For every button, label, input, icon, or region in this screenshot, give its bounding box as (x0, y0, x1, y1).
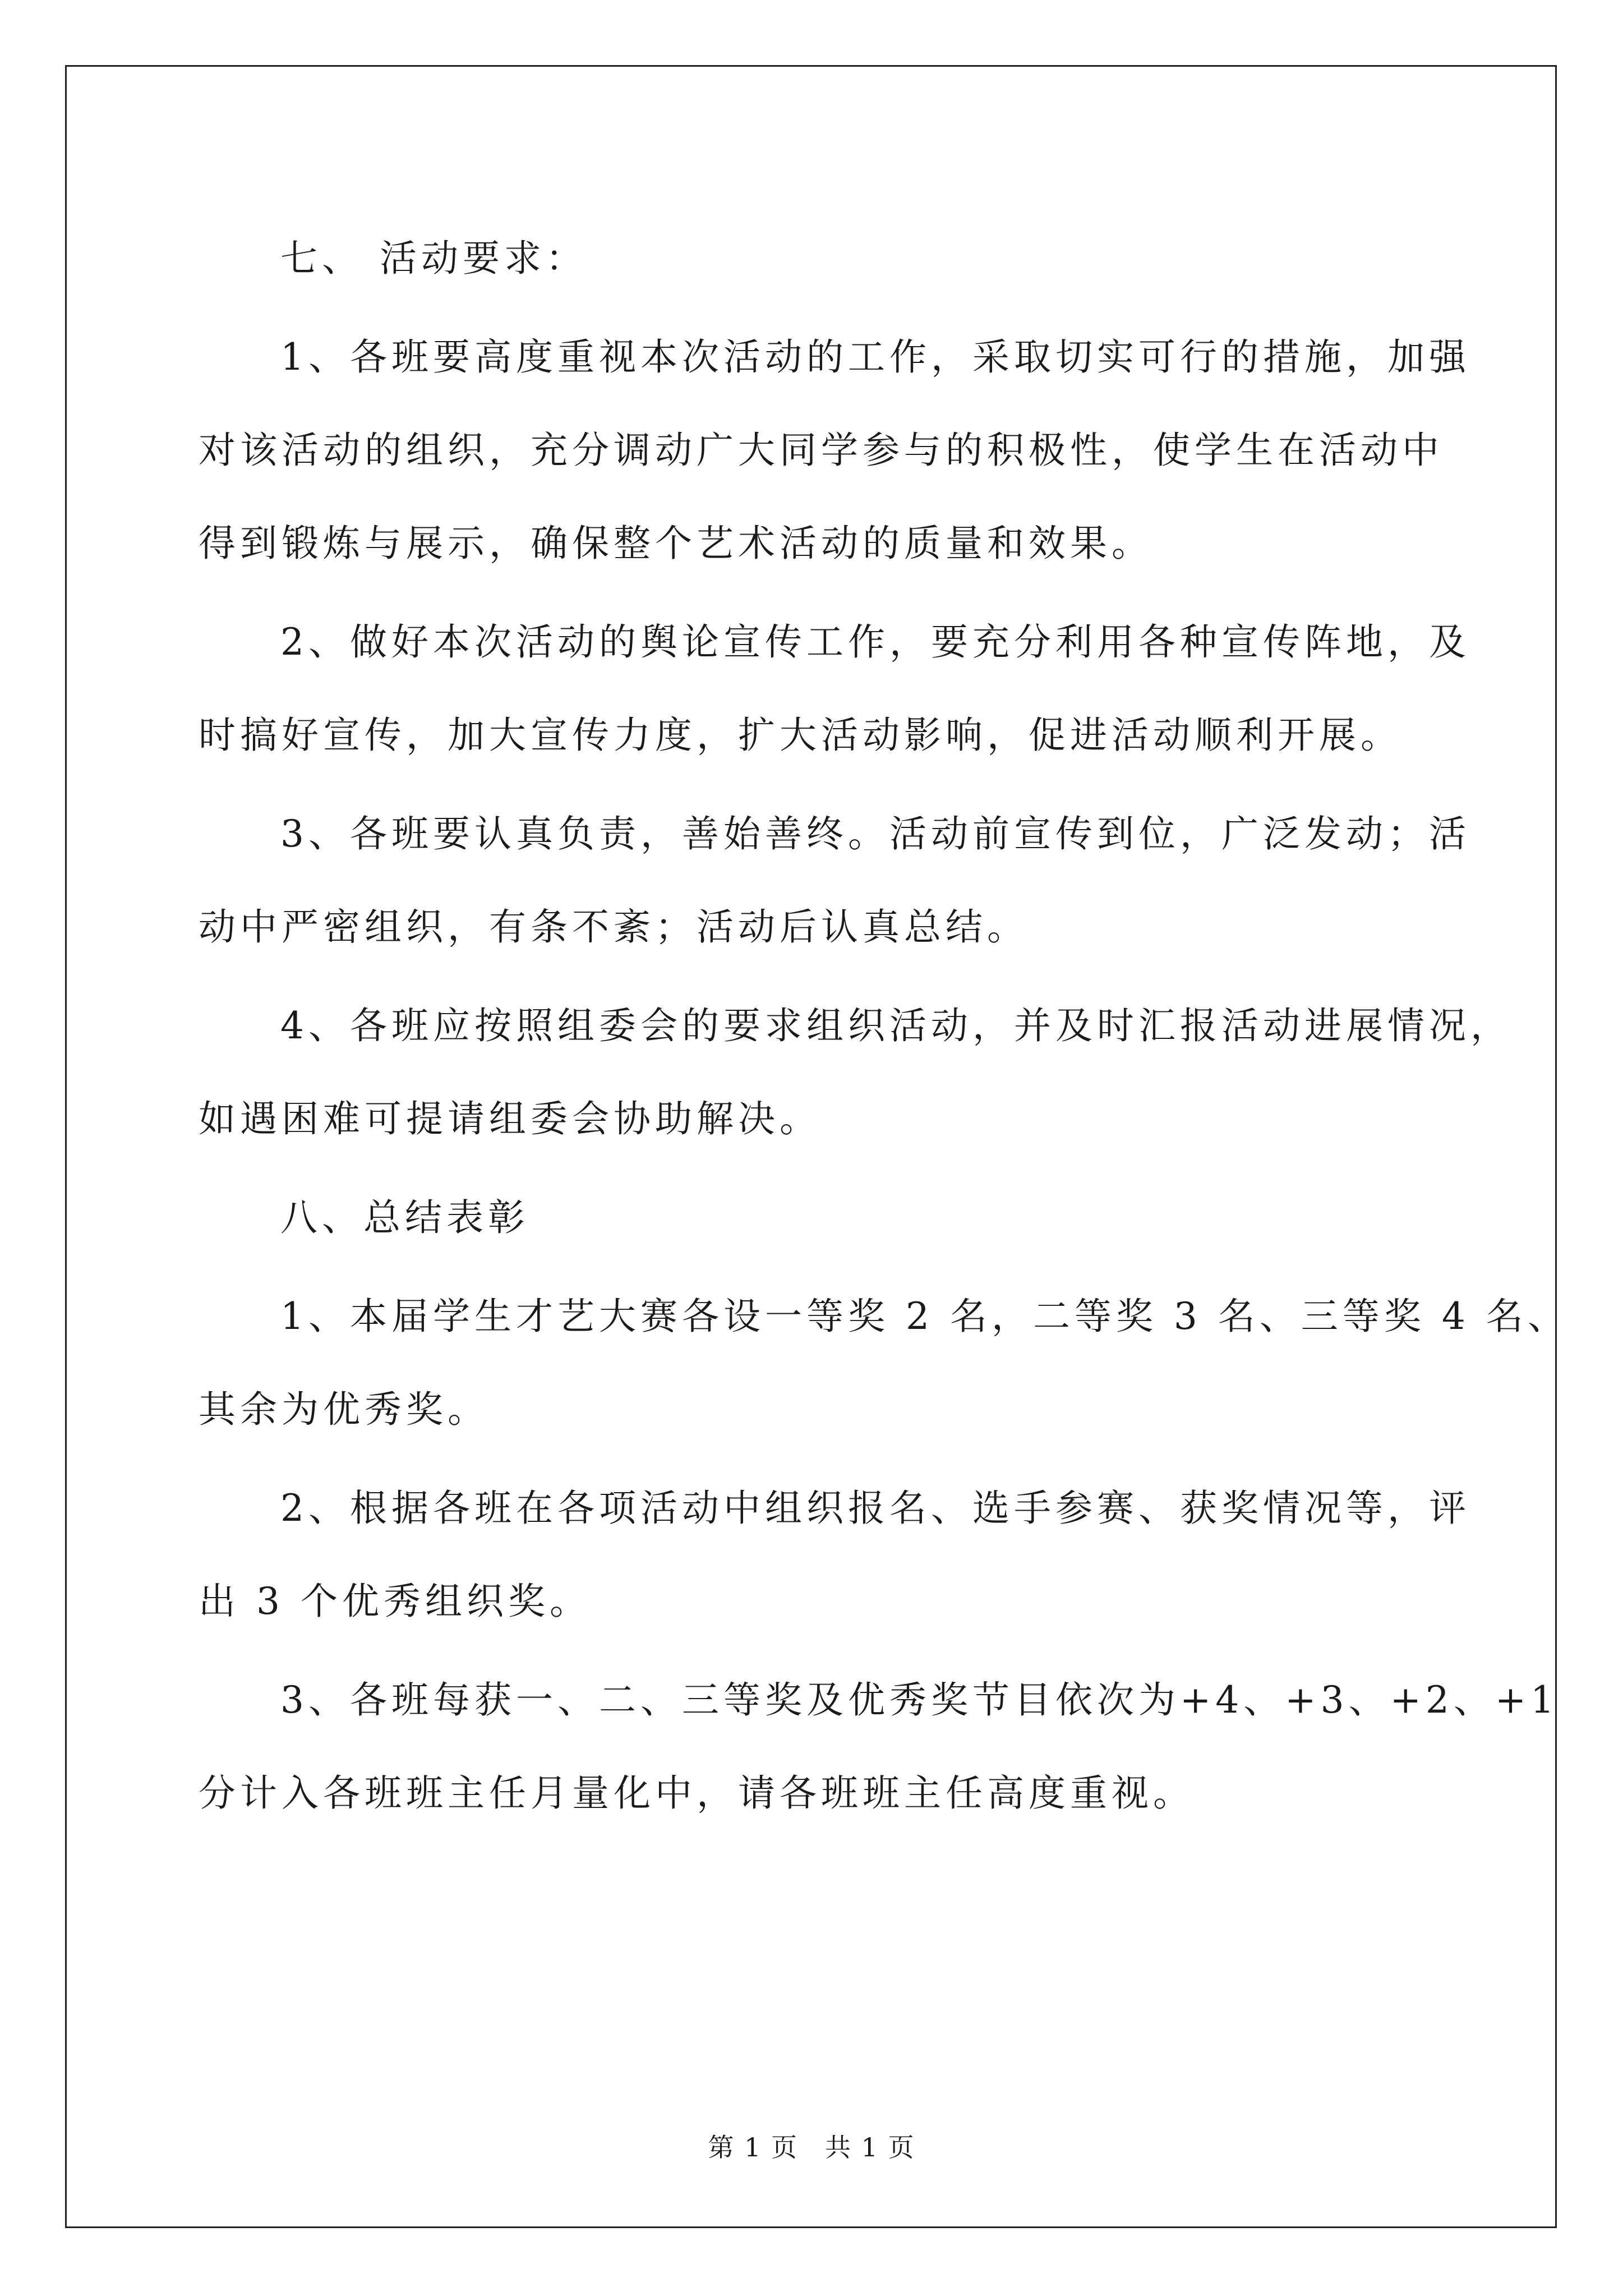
paragraph-award-3 (199, 1654, 1559, 1840)
heading-summary-awards (199, 1171, 1421, 1264)
paragraph-requirement-3 (199, 788, 1470, 974)
text-line: 如遇困难可提请组委会协助解决。 (199, 1097, 821, 1140)
text-line: 出 3 个优秀组织奖。 (199, 1580, 591, 1623)
page-number-footer: 第 1 页 共 1 页 (708, 2132, 915, 2162)
text-line: 八、总结表彰 (280, 1196, 529, 1239)
text-line: 七、 活动要求： (280, 237, 587, 280)
text-line: 4、各班应按照组委会的要求组织活动，并及时汇报活动进展情况， (280, 1004, 1512, 1047)
text-line: 时搞好宣传，加大宣传力度，扩大活动影响，促进活动顺利开展。 (199, 714, 1402, 757)
paragraph-requirement-1 (199, 311, 1470, 590)
text-line: 2、做好本次活动的舆论宣传工作，要充分利用各种宣传阵地，及 (280, 620, 1470, 664)
text-line: 动中严密组织，有条不紊；活动后认真总结。 (199, 905, 1029, 949)
heading-activity-requirements (199, 212, 1421, 305)
paragraph-award-1 (199, 1270, 1569, 1456)
text-line: 对该活动的组织，充分调动广大同学参与的积极性，使学生在活动中 (199, 429, 1444, 472)
paragraph-award-2 (199, 1462, 1470, 1648)
text-line: 其余为优秀奖。 (199, 1388, 489, 1431)
paragraph-requirement-2 (199, 596, 1470, 782)
text-line: 得到锻炼与展示，确保整个艺术活动的质量和效果。 (199, 522, 1153, 565)
text-line: 3、各班要认真负责，善始善终。活动前宣传到位，广泛发动；活 (280, 812, 1470, 855)
text-line: 2、根据各班在各项活动中组织报名、选手参赛、获奖情况等，评 (280, 1487, 1470, 1530)
paragraph-requirement-4 (199, 979, 1512, 1166)
text-line: 3、各班每获一、二、三等奖及优秀奖节目依次为+4、+3、+2、+1 (280, 1678, 1559, 1722)
document-body (199, 212, 1569, 1846)
text-line: 分计入各班班主任月量化中，请各班班主任高度重视。 (199, 1772, 1195, 1815)
text-line: 1、本届学生才艺大赛各设一等奖 2 名，二等奖 3 名、三等奖 4 名、 (280, 1295, 1569, 1338)
text-line: 1、各班要高度重视本次活动的工作，采取切实可行的措施，加强 (280, 335, 1470, 379)
